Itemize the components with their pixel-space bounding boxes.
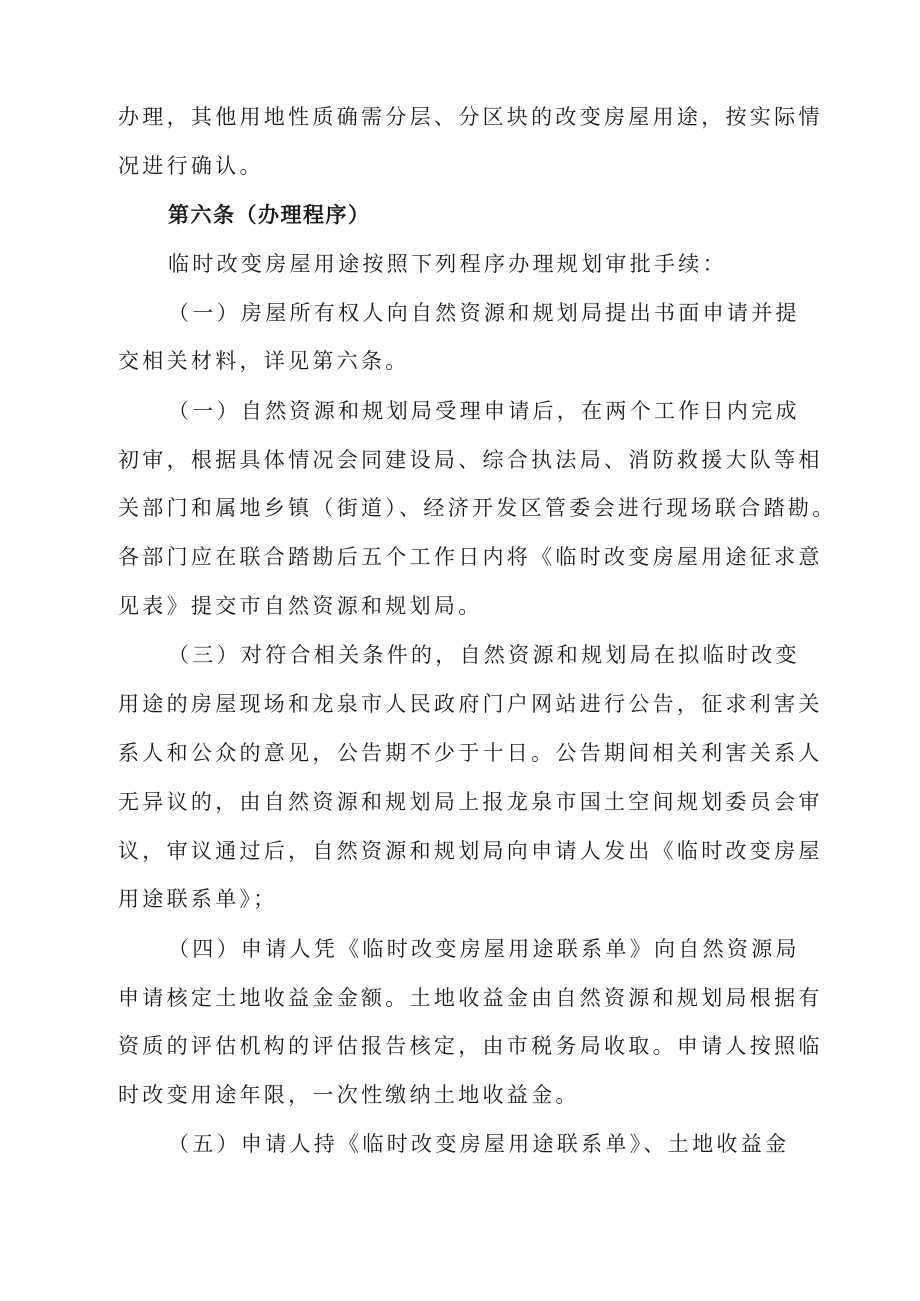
paragraph-line: 交相关材料，详见第六条。 <box>118 349 410 373</box>
article-heading: 第六条（办理程序） <box>168 203 371 227</box>
paragraph-line: （四）申请人凭《临时改变房屋用途联系单》向自然资源局 <box>168 937 800 961</box>
paragraph-line: （一）自然资源和规划局受理申请后，在两个工作日内完成 <box>168 399 800 423</box>
paragraph-line: 关部门和属地乡镇（街道）、经济开发区管委会进行现场联合踏勘。 <box>118 496 837 520</box>
paragraph-line: （五）申请人持《临时改变房屋用途联系单》、土地收益金 <box>168 1132 790 1156</box>
paragraph-line: 况进行确认。 <box>118 154 264 178</box>
paragraph-line: 申请核定土地收益金金额。土地收益金由自然资源和规划局根据有 <box>118 986 823 1010</box>
paragraph-line: 资质的评估机构的评估报告核定，由市税务局收取。申请人按照临 <box>118 1034 823 1058</box>
paragraph-line: 初审，根据具体情况会同建设局、综合执法局、消防救援大队等相 <box>118 448 823 472</box>
paragraph-line: 见表》提交市自然资源和规划局。 <box>118 594 483 618</box>
paragraph-line: 无异议的，由自然资源和规划局上报龙泉市国土空间规划委员会审 <box>118 790 823 814</box>
paragraph-line: 用途联系单》； <box>118 887 278 911</box>
paragraph-line: 临时改变房屋用途按照下列程序办理规划审批手续： <box>168 252 727 276</box>
paragraph-line: 时改变用途年限，一次性缴纳土地收益金。 <box>118 1083 580 1107</box>
paragraph-line: 用途的房屋现场和龙泉市人民政府门户网站进行公告，征求利害关 <box>118 692 823 716</box>
paragraph-line: （一）房屋所有权人向自然资源和规划局提出书面申请并提 <box>168 301 800 325</box>
paragraph-line: 各部门应在联合踏勘后五个工作日内将《临时改变房屋用途征求意 <box>118 545 823 569</box>
paragraph-line: 办理，其他用地性质确需分层、分区块的改变房屋用途，按实际情 <box>118 105 823 129</box>
paragraph-line: 系人和公众的意见，公告期不少于十日。公告期间相关利害关系人 <box>118 741 823 765</box>
paragraph-line: 议，审议通过后，自然资源和规划局向申请人发出《临时改变房屋 <box>118 839 823 863</box>
paragraph-line: （三）对符合相关条件的，自然资源和规划局在拟临时改变 <box>168 643 800 667</box>
